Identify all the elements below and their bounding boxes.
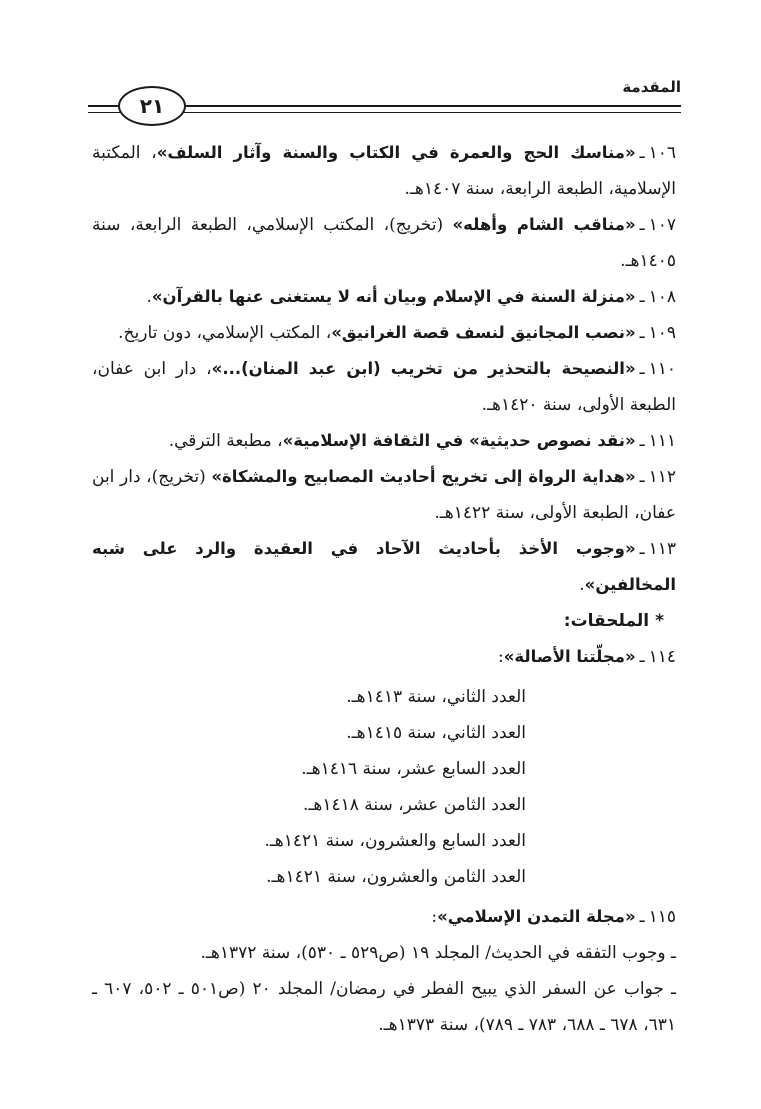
entry-title: «مناقب الشام وأهله» (452, 215, 636, 234)
bibliography-entry-109: ١٠٩ـ«نصب المجانيق لنسف قصة الغرانيق»، المكتب الإسلامي، دون تاريخ. (118, 323, 676, 343)
entry-details: ، المكتبة الإسلامية، الطبعة الرابعة، سنة ١٤٠٧هـ. (92, 143, 676, 199)
list-item: العدد السابع عشر، سنة ١٤١٦هـ. (301, 759, 526, 779)
bibliography-entry-113: ١١٣ـ«وجوب الأخذ بأحاديث الآحاد في العقيدة والرد على شبه المخالفين». (92, 539, 676, 595)
running-title: المقدمة (622, 78, 681, 96)
bibliography-entry-108: ١٠٨ـ«منزلة السنة في الإسلام وبيان أنه لا يستغنى عنها بالقرآن». (146, 287, 676, 307)
entry-title: «مناسك الحج والعمرة في الكتاب والسنة وآثار السلف» (156, 143, 636, 162)
list-item: العدد الثامن والعشرون، سنة ١٤٢١هـ. (266, 867, 526, 887)
bibliography-entry-115: ١١٥ـ«مجلة التمدن الإسلامي»: (431, 907, 676, 927)
entry-details: ، المكتب الإسلامي، دون تاريخ. (118, 323, 332, 343)
entry-details: . (579, 575, 585, 595)
article-item: ـ جواب عن السفر الذي يبيح الفطر في رمضان/ المجلد ٢٠ (ص٥٠١ ـ ٥٠٢، ٦٠٧ ـ ٦٣١، ٦٧٨ ـ ٦٨٨، ٧٨٣ ـ ٧٨٩)، سنة ١٣٧٣هـ. (92, 979, 677, 1035)
bibliography-entry-114: ١١٤ـ«مجلّتنا الأصالة»: (498, 647, 676, 667)
article-item: ـ وجوب التفقه في الحديث/ المجلد ١٩ (ص٥٢٩ ـ ٥٣٠)، سنة ١٣٧٢هـ. (200, 943, 676, 963)
entry-details: . (146, 287, 152, 307)
star-bullet: * (655, 611, 664, 631)
bibliography-entry-107: ١٠٧ـ«مناقب الشام وأهله» (تخريج)، المكتب الإسلامي، الطبعة الرابعة، سنة ١٤٠٥هـ. (92, 215, 676, 271)
entry-dash: ـ (639, 143, 645, 163)
section-heading-appendices (92, 603, 676, 639)
entry-details: (تخريج)، المكتب الإسلامي، الطبعة الرابعة، سنة ١٤٠٥هـ. (92, 215, 676, 271)
entry-details: (تخريج)، دار ابن عفان، الطبعة الأولى، سنة ١٤٢٢هـ. (92, 467, 676, 523)
entry-details: : (498, 647, 504, 667)
page-header (88, 72, 681, 132)
journal-issue-list (92, 679, 676, 895)
entry-title: «مجلّتنا الأصالة» (503, 647, 636, 666)
entry-title: «منزلة السنة في الإسلام وبيان أنه لا يستغنى عنها بالقرآن» (151, 287, 636, 306)
entry-title: «وجوب الأخذ بأحاديث الآحاد في العقيدة والرد على شبه المخالفين» (92, 539, 676, 594)
section-label: الملحقات: (563, 611, 650, 631)
entry-title: «مجلة التمدن الإسلامي» (437, 907, 636, 926)
bibliography-entry-112: ١١٢ـ«هداية الرواة إلى تخريج أحاديث المصابيح والمشكاة» (تخريج)، دار ابن عفان، الطبعة الأولى، سنة ١٤٢٢هـ. (92, 467, 677, 523)
bibliography-entry-111: ١١١ـ«نقد نصوص حديثية» في الثقافة الإسلامية»، مطبعة الترقي. (168, 431, 676, 451)
entry-title: «نصب المجانيق لنسف قصة الغرانيق» (331, 323, 636, 342)
list-item: العدد الثاني، سنة ١٤١٥هـ. (346, 723, 526, 743)
entry-title: «نقد نصوص حديثية» في الثقافة الإسلامية» (282, 431, 636, 450)
entry-details: : (431, 907, 438, 927)
entry-title: «هداية الرواة إلى تخريج أحاديث المصابيح والمشكاة» (211, 467, 636, 486)
entry-details: ، مطبعة الترقي. (168, 431, 283, 451)
page-number: ٢١ (118, 86, 186, 126)
bibliography-entry-110: ١١٠ـ«النصيحة بالتحذير من تخريب (ابن عبد المنان)...»، دار ابن عفان، الطبعة الأولى، سنة ١٤٢٠هـ. (92, 359, 676, 415)
list-item: العدد السابع والعشرون، سنة ١٤٢١هـ. (264, 831, 526, 851)
list-item: العدد الثامن عشر، سنة ١٤١٨هـ. (302, 795, 526, 815)
entry-title: «النصيحة بالتحذير من تخريب (ابن عبد المنان)...» (211, 359, 636, 378)
entry-details: ، دار ابن عفان، الطبعة الأولى، سنة ١٤٢٠هـ. (92, 359, 676, 415)
bibliography-entry-106: ١٠٦ـ«مناسك الحج والعمرة في الكتاب والسنة وآثار السلف»، المكتبة الإسلامية، الطبعة الرابعة، سنة ١٤٠٧هـ. (92, 143, 676, 199)
page-content (92, 135, 676, 1043)
list-item: العدد الثاني، سنة ١٤١٣هـ. (346, 687, 526, 707)
